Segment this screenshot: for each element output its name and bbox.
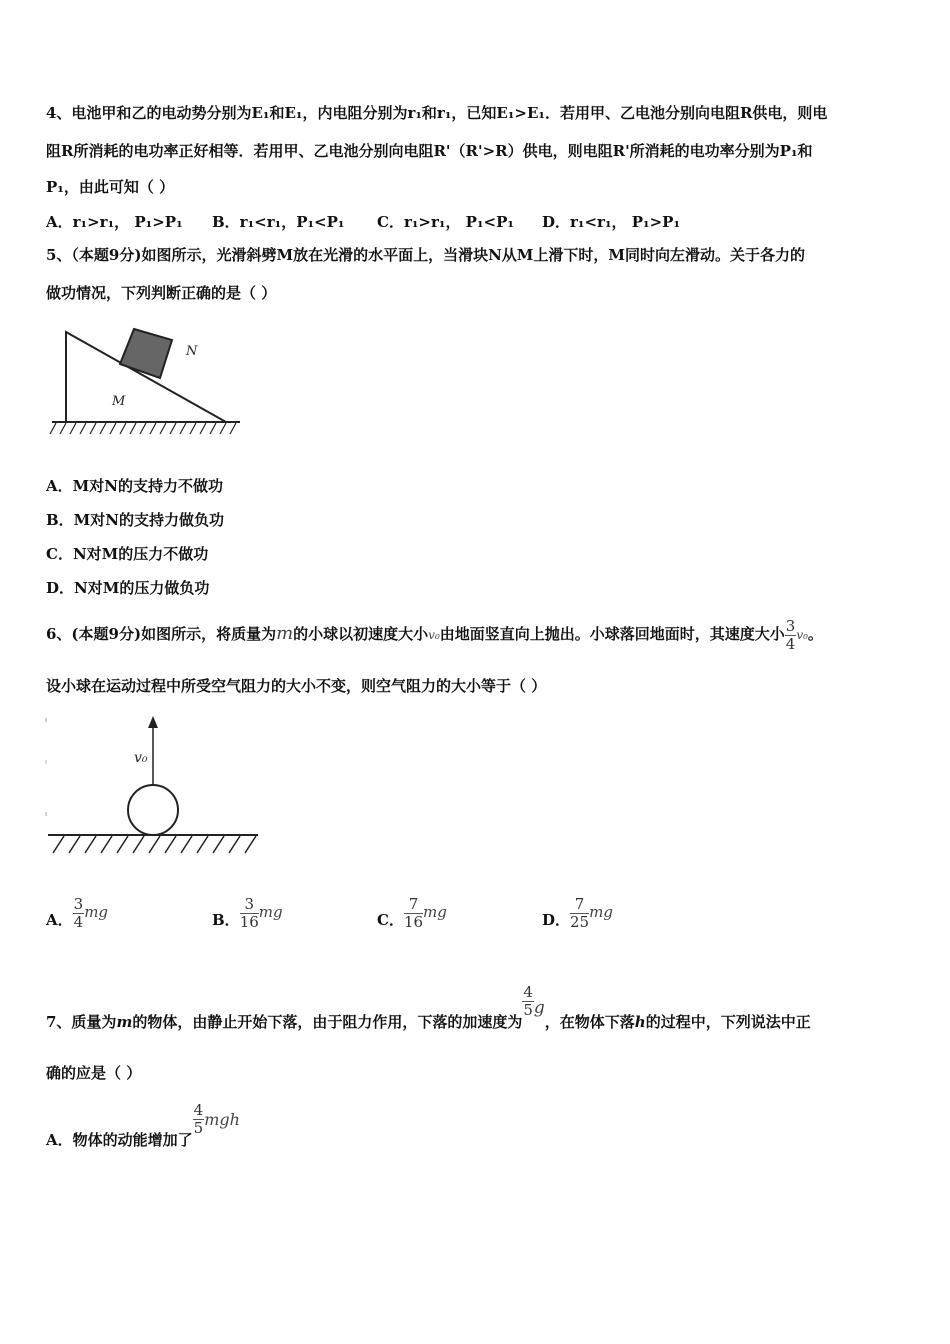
- q4-option-c: C．r₁>r₁， P₁<P₁: [377, 213, 514, 231]
- q5-stem-line1: 5、（本题9分)如图所示，光滑斜劈M放在光滑的水平面上，当滑块N从M上滑下时，M同时向左滑动。关于各力的: [46, 246, 805, 264]
- q6-text-a: 6、(本题9分)如图所示，将质量为: [46, 625, 277, 643]
- q6-text-end: 。: [807, 625, 823, 643]
- fraction-numerator: 4: [193, 1101, 204, 1119]
- block-n-shape: [120, 329, 172, 378]
- q7-acc-fraction: [522, 984, 534, 1019]
- ball-shape: [128, 785, 178, 835]
- fraction-denominator: 4: [73, 912, 84, 931]
- option-label: B．: [212, 911, 240, 929]
- q7-text-c: ，在物体下落: [544, 1013, 635, 1031]
- q6-option-b: [212, 892, 283, 940]
- q6-speed-symbol: v₀: [796, 628, 808, 642]
- fraction-denominator: 25: [570, 912, 590, 931]
- fraction-numerator: 3: [73, 894, 84, 913]
- fraction-denominator: 16: [403, 912, 424, 931]
- label-v0: v₀: [134, 750, 148, 766]
- q7-mass-symbol: m: [116, 1013, 133, 1031]
- option-label: A．: [46, 911, 73, 929]
- q4-stem-line2: 阻R所消耗的电功率正好相等．若用甲、乙电池分别向电阻R'（R'>R）供电，则电阻R'所消耗的电功率分别为P₁和: [46, 142, 813, 160]
- option-fraction: [193, 1102, 205, 1137]
- option-label: C．: [377, 911, 404, 929]
- q5-option-c: C．N对M的压力不做功: [46, 545, 209, 563]
- q5-option-a: A．M对N的支持力不做功: [46, 477, 223, 495]
- q4-stem-line1: 4、电池甲和乙的电动势分别为E₁和E₁，内电阻分别为r₁和r₁，已知E₁>E₁．若用甲、乙电池分别向电阻R供电，则电: [46, 104, 828, 122]
- q5-wedge-figure: [48, 322, 248, 442]
- velocity-arrow-head: [148, 716, 158, 728]
- fraction-numerator: 7: [570, 896, 589, 914]
- q6-option-a: [46, 892, 108, 940]
- fraction-numerator: 3: [240, 896, 259, 914]
- q6-stem-line2: 设小球在运动过程中所受空气阻力的大小不变，则空气阻力的大小等于（ ）: [46, 677, 547, 695]
- q6-option-c: [377, 892, 447, 940]
- q5-option-b: B．M对N的支持力做负功: [46, 511, 224, 529]
- q6-speed-fraction: [785, 618, 797, 653]
- q7-stem-line1: [46, 978, 811, 1052]
- q7-text-d: 的过程中，下列说法中正: [645, 1013, 811, 1031]
- option-label: D．: [542, 911, 571, 929]
- q7-stem-line2: 确的应是（ ）: [46, 1064, 142, 1082]
- q7-h-symbol: h: [634, 1013, 646, 1031]
- q6-ball-figure: [44, 712, 264, 862]
- q4-stem-line3: P₁，由此可知（ ）: [46, 178, 175, 196]
- fraction-denominator: 5: [193, 1119, 204, 1137]
- option-tail: mg: [423, 903, 447, 921]
- ground-hatching: [53, 836, 256, 853]
- q7-text-b: 的物体，由静止开始下落，由于阻力作用，下落的加速度为: [132, 1013, 523, 1031]
- option-tail: mg: [84, 903, 109, 921]
- label-m: M: [112, 394, 126, 409]
- fraction-numerator: 3: [785, 616, 796, 635]
- q6-text-b: 的小球以初速度大小: [293, 625, 429, 643]
- fraction-numerator: 4: [523, 983, 533, 1001]
- option-fraction: [240, 896, 259, 931]
- option-fraction: [404, 896, 423, 931]
- q6-stem-line1: [46, 614, 823, 655]
- option-tail: mg: [258, 903, 283, 921]
- q4-option-b: B．r₁<r₁，P₁<P₁: [212, 213, 345, 231]
- q7-text-a: 7、质量为: [46, 1013, 117, 1031]
- option-tail: mg: [589, 903, 613, 921]
- fraction-numerator: 7: [404, 896, 423, 914]
- q5-stem-line2: 做功情况，下列判断正确的是（ ）: [46, 284, 277, 302]
- fraction-denominator: 4: [785, 634, 796, 653]
- q5-option-d: D．N对M的压力做负功: [46, 579, 210, 597]
- fraction-denominator: 5: [523, 1001, 533, 1019]
- q6-v0-symbol: v₀: [428, 628, 440, 642]
- q6-text-c: 由地面竖直向上抛出。小球落回地面时，其速度大小: [439, 625, 785, 643]
- q7-option-a: [46, 1095, 240, 1165]
- q7-acc-symbol: g: [533, 998, 545, 1018]
- option-label: A．物体的动能增加了: [46, 1131, 193, 1149]
- q4-option-a: A．r₁>r₁， P₁>P₁: [46, 213, 183, 231]
- q6-mass-symbol: m: [276, 623, 294, 644]
- option-fraction: [570, 896, 589, 931]
- option-tail: mgh: [204, 1110, 240, 1129]
- fraction-denominator: 16: [239, 912, 259, 931]
- q4-option-d: D．r₁<r₁， P₁>P₁: [542, 213, 681, 231]
- label-n: N: [186, 344, 198, 359]
- q6-option-d: [542, 892, 613, 940]
- ground-hatching: [50, 423, 236, 434]
- option-fraction: [73, 896, 85, 931]
